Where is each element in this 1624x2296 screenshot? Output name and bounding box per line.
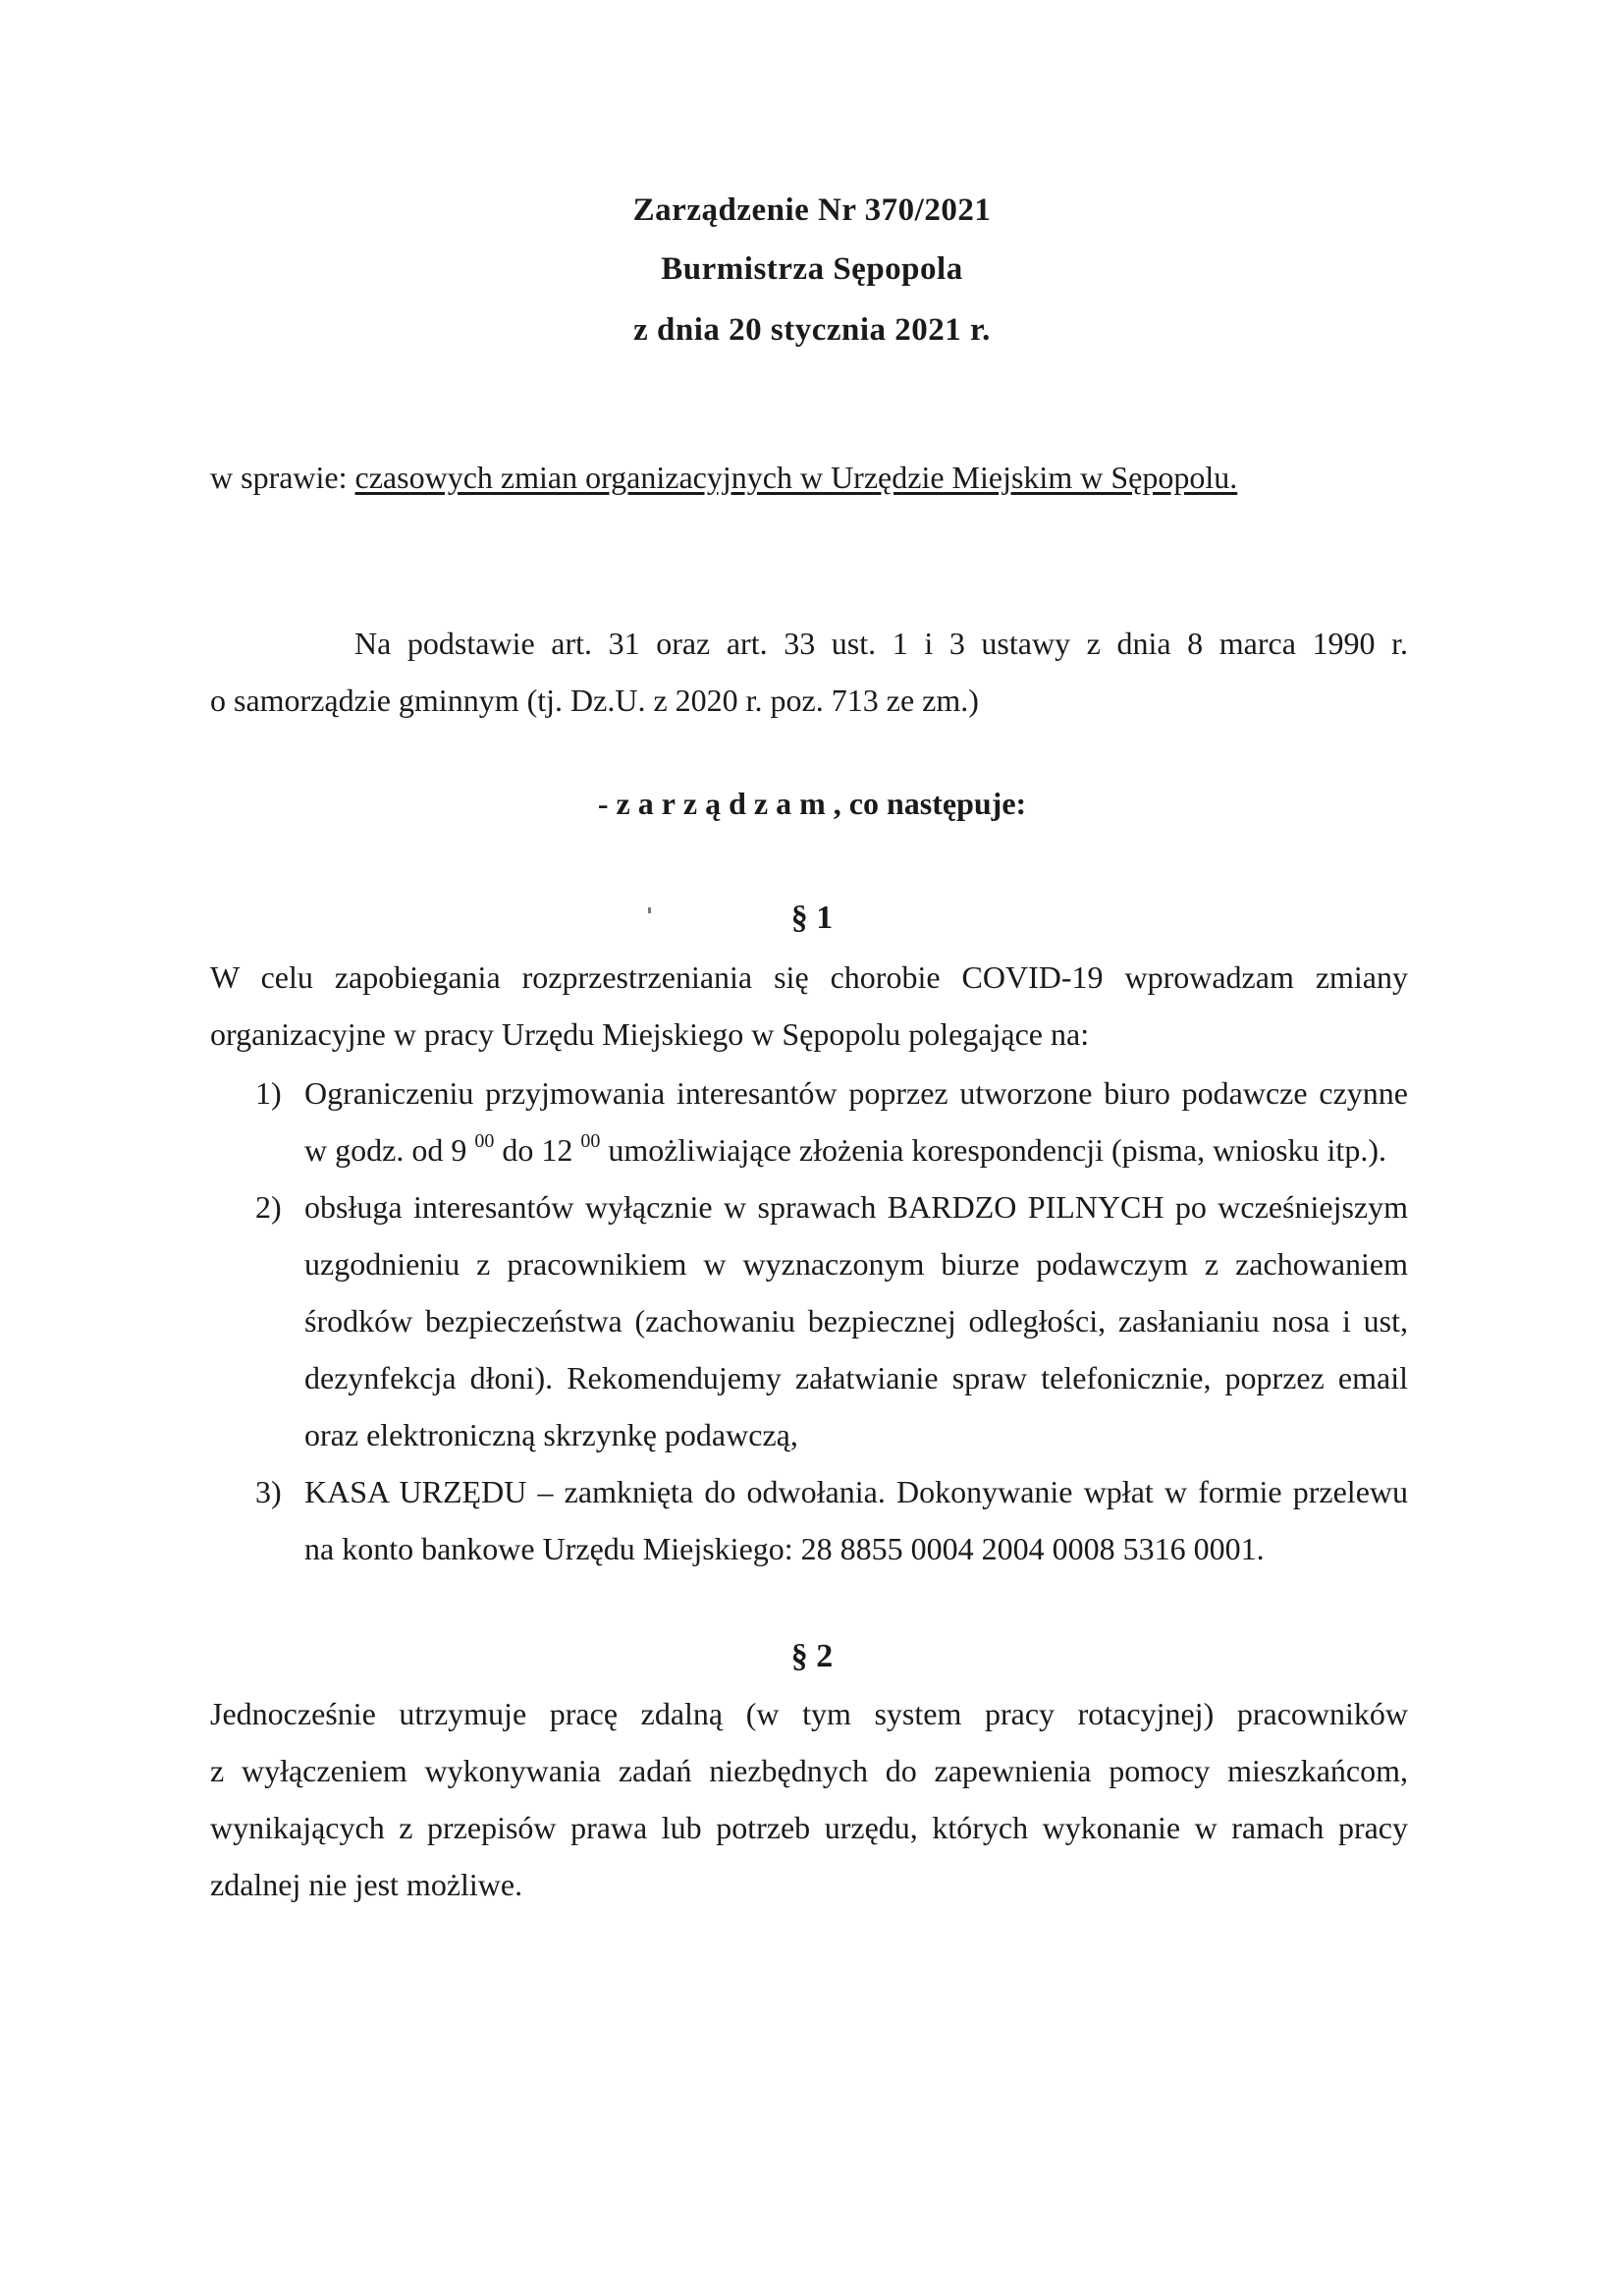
list-item [210,1463,1408,1577]
legal-basis-line1: Na podstawie art. 31 oraz art. 33 ust. 1 i 3 ustawy z dnia 8 marca 1990 r. [354,626,1408,661]
list-item [210,1065,1408,1178]
subject-prefix: w sprawie: [210,460,348,495]
list-item-line: dezynfekcja dłoni). Rekomendujemy załatwianie spraw telefonicznie, poprzez email [304,1360,1408,1395]
section1-intro-line2: organizacyjne w pracy Urzędu Miejskiego w Sępopolu polegające na: [210,1016,1090,1052]
section2-heading: § 2 [790,1638,834,1674]
list-item-number: 2) [255,1189,282,1225]
section2-line: zdalnej nie jest możliwe. [210,1867,523,1902]
section1-list [210,1065,1408,1577]
list-item [210,1178,1408,1463]
decree-dash: - [597,786,609,821]
list-item-line: na konto bankowe Urzędu Miejskiego: 28 8855 0004 2004 0008 5316 0001. [304,1531,1265,1566]
hours-from: w godz. od 9 [304,1132,467,1168]
section1-intro [210,949,1408,1063]
list-item-line: uzgodnieniu z pracownikiem w wyznaczonym biurze podawczym z zachowaniem [304,1246,1408,1282]
hours-rest: umożliwiające złożenia korespondencji (pisma, wniosku itp.). [608,1132,1386,1168]
decree-word: zarządzam [616,786,834,821]
legal-basis [210,615,1408,729]
subject-line [210,460,1237,496]
section2-line: Jednocześnie utrzymuje pracę zdalną (w tym system pracy rotacyjnej) pracowników [210,1696,1408,1731]
section2-body [210,1685,1408,1913]
list-item-number: 3) [255,1474,282,1509]
document-issuer: Burmistrza Sępopola [661,251,963,287]
section2-line: z wyłączeniem wykonywania zadań niezbędnych do zapewnienia pomocy mieszkańcom, [210,1753,1408,1788]
list-item-line: środków bezpieczeństwa (zachowaniu bezpiecznej odległości, zasłanianiu nosa i ust, [304,1303,1408,1339]
document-title: Zarządzenie Nr 370/2021 [632,192,992,228]
list-item-line: Ograniczeniu przyjmowania interesantów poprzez utworzone biuro podawcze czynne [304,1075,1408,1111]
decree-rest: , co następuje: [833,786,1027,821]
list-item-line: KASA URZĘDU – zamknięta do odwołania. Dokonywanie wpłat w formie przelewu [304,1474,1408,1509]
decree-formula [0,786,1624,822]
hours-to-minutes: 00 [580,1130,601,1152]
section1-heading: § 1 [790,900,834,936]
list-item-number: 1) [255,1075,282,1111]
section2-line: wynikających z przepisów prawa lub potrzeb urzędu, których wykonanie w ramach pracy [210,1810,1408,1845]
list-item-line [304,1121,1408,1178]
list-item-line: oraz elektroniczną skrzynkę podawczą, [304,1417,798,1452]
hours-to: do 12 [502,1132,573,1168]
section1-intro-line1: W celu zapobiegania rozprzestrzeniania się chorobie COVID-19 wprowadzam zmiany [210,959,1408,995]
subject-text: czasowych zmian organizacyjnych w Urzędzie Miejskim w Sępopolu. [354,460,1238,495]
legal-basis-line2: o samorządzie gminnym (tj. Dz.U. z 2020 r. poz. 713 ze zm.) [210,683,979,718]
list-item-line: obsługa interesantów wyłącznie w sprawach BARDZO PILNYCH po wcześniejszym [304,1189,1408,1225]
hours-from-minutes: 00 [474,1130,495,1152]
document-date: z dnia 20 stycznia 2021 r. [633,312,991,348]
